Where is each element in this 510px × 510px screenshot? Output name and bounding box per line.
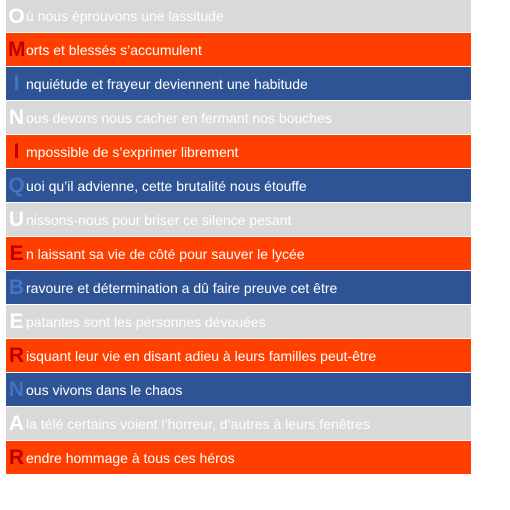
line-text: la télé certains voient l’horreur, d’autres à leurs fenêtres (26, 415, 370, 432)
line-initial: I (13, 140, 20, 163)
line-initial: A (8, 412, 25, 435)
line-initial: N (8, 106, 25, 129)
line-initial: I (13, 72, 20, 95)
line-initial: M (8, 38, 26, 61)
poem-line (6, 373, 471, 407)
poem-line (6, 0, 471, 33)
poem-line (6, 441, 471, 475)
poem-line (6, 237, 471, 271)
line-initial: Q (8, 174, 25, 197)
poem-line (6, 271, 471, 305)
line-initial: U (8, 208, 25, 231)
poem-line (6, 33, 471, 67)
line-initial: E (9, 242, 24, 265)
line-text: endre hommage à tous ces héros (26, 449, 235, 466)
line-initial: N (8, 378, 25, 401)
line-initial: E (9, 310, 24, 333)
line-text: nissons-nous pour briser ce silence pesant (26, 211, 292, 228)
poem-line (6, 339, 471, 373)
poem-line (6, 135, 471, 169)
line-initial: R (8, 344, 25, 367)
line-text: ravoure et détermination a dû faire preuve cet être (26, 279, 338, 296)
poem-line (6, 203, 471, 237)
poem-line (6, 101, 471, 135)
line-text: ous vivons dans le chaos (26, 381, 183, 398)
poem-line (6, 407, 471, 441)
line-text: ù nous éprouvons une lassitude (26, 8, 224, 24)
line-text: orts et blessés s’accumulent (26, 41, 202, 58)
line-initial: B (8, 276, 25, 299)
line-text: uoi qu’il advienne, cette brutalité nous étouffe (26, 177, 307, 194)
line-text: isquant leur vie en disant adieu à leurs familles peut-être (26, 347, 377, 364)
line-text: n laissant sa vie de côté pour sauver le lycée (26, 245, 305, 262)
line-initial: R (8, 446, 25, 469)
acrostic-rows (6, 0, 471, 475)
line-text: patantes sont les personnes dévouées (26, 313, 266, 330)
line-initial: O (8, 4, 25, 28)
line-text: nquiétude et frayeur deviennent une habitude (26, 75, 308, 92)
poem-line (6, 305, 471, 339)
poem-line (6, 67, 471, 101)
line-text: ous devons nous cacher en fermant nos bouches (26, 109, 332, 126)
line-text: mpossible de s’exprimer librement (26, 143, 239, 160)
poem-line (6, 169, 471, 203)
